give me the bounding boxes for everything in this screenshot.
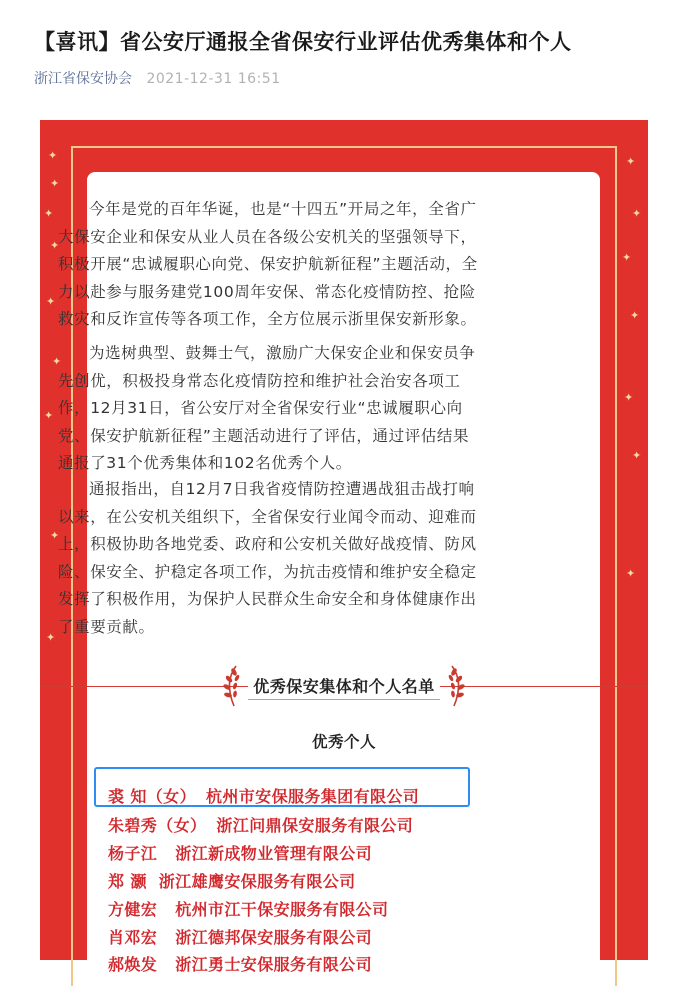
person-name: 杨子江 [108,844,158,863]
sparkle-icon: ✦ [48,149,58,162]
text-line: 救灾和反诈宣传等各项工作，全方位展示浙里保安新形象。 [58,310,477,328]
person-org: 杭州市江干保安服务有限公司 [175,900,389,919]
sparkle-icon: ✦ [622,251,632,264]
paragraph-2 [58,340,578,478]
sparkle-icon: ✦ [50,239,60,252]
article-title: 【喜讯】省公安厅通报全省保安行业评估优秀集体和个人 [34,30,572,54]
person-org: 浙江勇士安保服务有限公司 [175,955,373,974]
sparkle-icon: ✦ [632,207,642,220]
text-line: 大保安企业和保安从业人员在各级公安机关的坚强领导下， [58,227,477,246]
text-line: 力以赴参与服务建党100周年安保、常态化疫情防控、抢险 [58,282,476,301]
subheading-individuals: 优秀个人 [311,733,376,751]
person-org: 浙江新成物业管理有限公司 [175,844,373,863]
text-line: 上，积极协助各地党委、政府和公安机关做好战疫情、防风 [58,535,477,553]
list-item [108,952,372,975]
paragraph-3 [58,476,578,641]
text-line: 发挥了积极作用，为保护人民群众生命安全和身体健康作出 [58,590,477,608]
sparkle-icon: ✦ [626,567,636,580]
person-name: 郝焕发 [108,955,158,974]
sparkle-icon: ✦ [46,295,56,308]
text-line: 先创优，积极投身常态化疫情防控和维护社会治安各项工 [58,371,461,390]
person-name: 肖邓宏 [108,928,158,947]
paragraph-1 [58,196,578,334]
text-line: 通报指出，自12月7日我省疫情防控遭遇战狙击战打响 [89,480,475,498]
article-meta [34,68,281,88]
person-org: 浙江问鼎保安服务有限公司 [216,816,414,835]
person-name: 裘 知（女） [108,787,196,806]
list-item [108,869,356,892]
section-heading: 优秀保安集体和个人名单 [248,674,440,700]
sparkle-icon: ✦ [632,449,642,462]
publish-time: 2021-12-31 16:51 [146,71,281,87]
text-line: 作，12月31日，省公安厅对全省保安行业“忠诚履职心向 [58,399,463,417]
account-name-link[interactable]: 浙江省保安协会 [34,71,132,87]
text-line: 了重要贡献。 [58,617,155,636]
list-item [108,841,372,864]
list-item [108,813,413,836]
text-line: 通报了31个优秀集体和102名优秀个人。 [58,454,352,472]
text-line: 为选树典型、鼓舞士气，激励广大保安企业和保安员争 [89,344,476,362]
sparkle-icon: ✦ [44,207,54,220]
laurel-right-icon [446,664,468,708]
text-line: 险、保安全、护稳定各项工作，为抗击疫情和维护安全稳定 [58,562,477,581]
text-line: 以来，在公安机关组织下，全省保安行业闻令而动、迎难而 [58,507,477,526]
list-item [108,897,388,920]
person-name: 方健宏 [108,900,158,919]
text-line: 党、保安护航新征程”主题活动进行了评估，通过评估结果 [58,426,470,445]
sparkle-icon: ✦ [626,155,636,168]
sparkle-icon: ✦ [50,177,60,190]
sparkle-icon: ✦ [46,631,56,644]
person-org: 浙江雄鹰安保服务有限公司 [158,872,356,891]
text-line: 今年是党的百年华诞，也是“十四五”开局之年，全省广 [89,200,477,218]
sparkle-icon: ✦ [624,391,634,404]
sparkle-icon: ✦ [630,309,640,322]
sparkle-icon: ✦ [52,355,62,368]
person-name: 郑 灏 [108,872,147,891]
list-item [108,925,372,948]
sparkle-icon: ✦ [44,409,54,422]
text-line: 积极开展“忠诚履职心向党、保安护航新征程”主题活动，全 [58,255,478,273]
person-name: 朱碧秀（女） [108,816,207,835]
list-item [108,784,419,807]
laurel-left-icon [220,664,242,708]
sparkle-icon: ✦ [50,529,60,542]
person-org: 杭州市安保服务集团有限公司 [205,787,420,806]
person-org: 浙江德邦保安服务有限公司 [175,928,373,947]
